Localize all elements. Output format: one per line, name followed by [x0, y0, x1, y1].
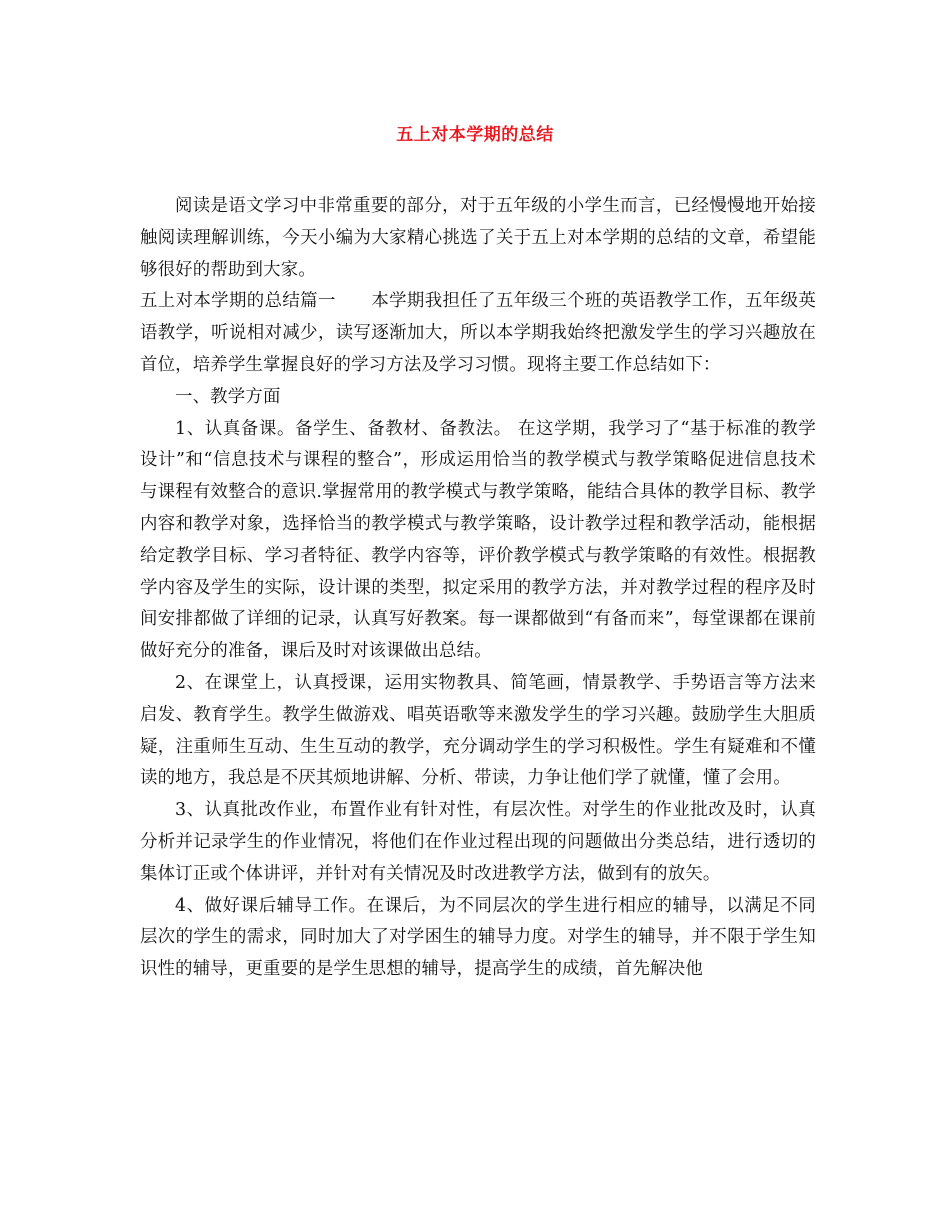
homework-correction-paragraph: 3、认真批改作业，布置作业有针对性，有层次性。对学生的作业批改及时，认真分析并记录学生的作业情况，将他们在作业过程出现的问题做出分类总结，进行透切的集体订正或个体讲评，并针对有关情况及时改进教学方法，做到有的放矢。 [140, 800, 816, 884]
lesson-preparation-paragraph: 1、认真备课。备学生、备教材、备教法。 在这学期，我学习了“基于标准的教学设计”和“信息技术与课程的整合”，形成运用恰当的教学模式与教学策略促进信息技术与课程有效整合的意识.掌握常用的教学模式与教学策略，能结合具体的教学目标、教学内容和教学对象，选择恰当的教学模式与教学策略，设计教学过程和教学活动，能根据给定教学目标、学习者特征、教学内容等，评价教学模式与教学策略的有效性。根据教学内容及学生的实际，设计课的类型，拟定采用的教学方法，并对教学过程的程序及时间安排都做了详细的记录，认真写好教案。每一课都做到“有备而来”，每堂课都在课前做好充分的准备，课后及时对该课做出总结。 [140, 418, 816, 662]
classroom-teaching-paragraph: 2、在课堂上，认真授课，运用实物教具、简笔画，情景教学、手势语言等方法来启发、教育学生。教学生做游戏、唱英语歌等来激发学生的学习兴趣。鼓励学生大胆质疑，注重师生互动、生生互动的教学，充分调动学生的学习积极性。学生有疑难和不懂读的地方，我总是不厌其烦地讲解、分析、带读，力争让他们学了就懂，懂了会用。 [140, 672, 816, 789]
document-body [140, 191, 816, 986]
document-title: 五上对本学期的总结 [396, 125, 554, 145]
after-class-tutoring-paragraph: 4、做好课后辅导工作。在课后，为不同层次的学生进行相应的辅导，以满足不同层次的学生的需求，同时加大了对学困生的辅导力度。对学生的辅导，并不限于学生知识性的辅导，更重要的是学生思想的辅导，提高学生的成绩，首先解决他 [140, 895, 816, 980]
section-one-heading-paragraph: 五上对本学期的总结篇一 本学期我担任了五年级三个班的英语教学工作，五年级英语教学，听说相对减少，读写逐渐加大，所以本学期我始终把激发学生的学习兴趣放在首位，培养学生掌握良好的学习方法及学习习惯。现将主要工作总结如下： [140, 291, 816, 375]
intro-paragraph: 阅读是语文学习中非常重要的部分，对于五年级的小学生而言，已经慢慢地开始接触阅读理解训练，今天小编为大家精心挑选了关于五上对本学期的总结的文章，希望能够很好的帮助到大家。 [140, 196, 816, 280]
teaching-aspect-heading: 一、教学方面 [175, 386, 281, 407]
